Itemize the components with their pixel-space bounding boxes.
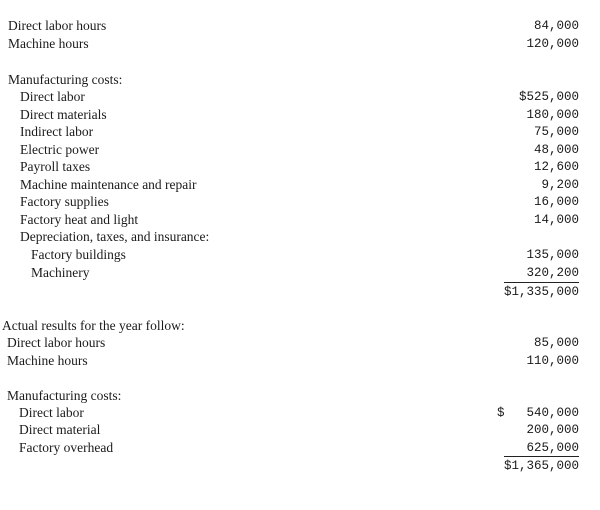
row-label: Direct labor [20,89,85,104]
row-label: Electric power [20,142,100,157]
row-label: Factory overhead [19,440,114,455]
budget-item-row [0,211,600,229]
currency-sign: $ [497,406,505,420]
actual-item-row [0,404,600,422]
row-value: 180,000 [526,108,579,122]
budget-total-value: $1,335,000 [504,282,579,301]
row-value: 135,000 [526,248,579,262]
row-label: Machinery [31,265,90,280]
row-value: 75,000 [533,125,579,139]
budget-item-row [0,141,600,159]
budget-depreciation-heading-row [0,228,600,246]
budget-item-row [0,158,600,176]
row-label: Indirect labor [20,124,94,139]
actual-machine-hours-row [0,352,600,370]
budget-dep-item-row [0,246,600,264]
budget-total-row [0,282,600,300]
budget-direct-labor-hours-row [0,17,600,35]
row-label: Machine maintenance and repair [20,177,197,192]
row-label: Factory supplies [20,194,109,209]
budget-item-row [0,123,600,141]
row-value: $525,000 [518,90,579,104]
budget-costs-heading-row [0,71,600,89]
row-value: 540,000 [526,406,579,420]
budget-item-row [0,193,600,211]
row-value: 48,000 [533,143,579,157]
row-label: Direct material [19,422,101,437]
section-heading: Manufacturing costs: [7,388,122,403]
row-label: Direct materials [20,107,107,122]
section-heading: Actual results for the year follow: [2,318,185,333]
actual-total-value: $1,365,000 [504,456,579,475]
row-label: Factory buildings [31,247,126,262]
row-label: Factory heat and light [20,212,139,227]
row-label: Direct labor [19,405,84,420]
budget-item-row [0,88,600,106]
row-label: Payroll taxes [20,159,91,174]
row-value: 16,000 [533,195,579,209]
row-value: 320,200 [526,266,579,280]
row-label: Machine hours [7,353,88,368]
row-label: Machine hours [8,36,89,51]
actual-item-row [0,439,600,457]
row-value: 12,600 [533,160,579,174]
section-heading: Manufacturing costs: [8,72,123,87]
section-heading: Depreciation, taxes, and insurance: [20,229,210,244]
budget-item-row [0,106,600,124]
row-value: 9,200 [541,178,579,192]
row-value: 120,000 [526,37,579,51]
row-value: 200,000 [526,423,579,437]
row-value: 110,000 [526,354,579,368]
row-value: 14,000 [533,213,579,227]
budget-item-row [0,176,600,194]
actual-heading-row [0,317,600,335]
row-value: 625,000 [526,441,579,455]
budget-dep-item-row [0,264,600,282]
row-value: 85,000 [533,336,579,350]
row-value: 84,000 [533,19,579,33]
actual-costs-heading-row [0,387,600,405]
actual-direct-labor-hours-row [0,334,600,352]
row-label: Direct labor hours [7,335,106,350]
row-label: Direct labor hours [8,18,107,33]
actual-total-row [0,456,600,474]
budget-machine-hours-row [0,35,600,53]
actual-item-row [0,421,600,439]
